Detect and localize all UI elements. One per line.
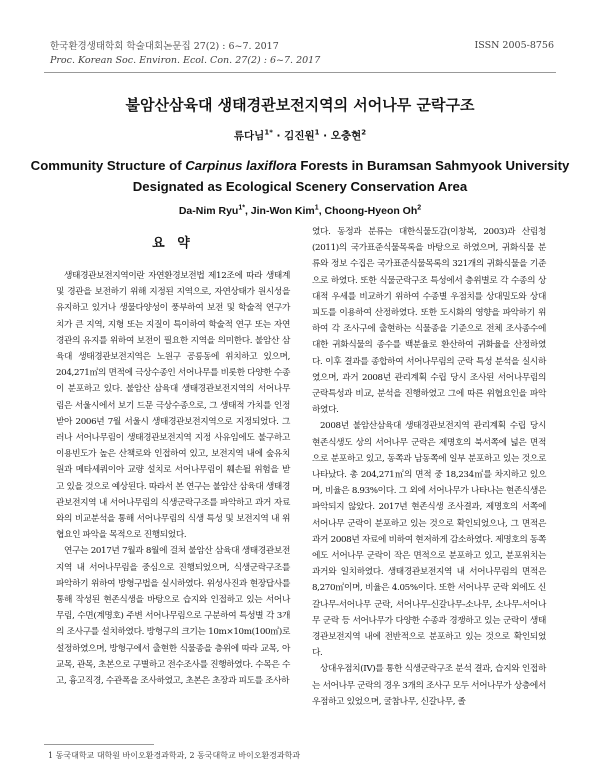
abstract-heading: 요 약 <box>152 236 194 251</box>
affiliation-footnote: 1 동국대학교 대학원 바이오환경과학과, 2 동국대학교 바이오환경과학과 <box>48 751 301 760</box>
author-separator: · <box>276 130 281 142</box>
paragraph: 생태경관보전지역이란 자연환경보전법 제12조에 따라 생태계 및 경관을 보전하기 위해 지정된 지역으로, 자연상태가 원시성을 유지하고 있거나 생물다양성이 풍부하여 보전 및 학술적 연구가치가 큰 지역, 지형 또는 지질이 특이하여 학술적 연구 또는 자연경관의 유지를 위하여 보전이 필요한 지역을 의미한다. 불암산 삼육대 생태경관보전지역은 노원구 공릉동에 위치하고 있으며, 204,271㎡의 면적에 극상수종인 서어나무를 비롯한 다양한 수종이 분포하고 있다. 불암산 삼육대 생태경관보전지역의 서어나무림은 서울시에서 보기 드문 극상수종으로, 그 생태적 가치를 인정받아 2006년 7월 서울시 생태경관보전지역으로 지정되었다. 그러나 서어나무림이 생태경관보전지역 지정 사유임에도 불구하고 이용빈도가 높은 산책로와 인접하여 있고, 보전지역 내에 숲유치원과 메타세쿼이아 교량 설치로 서어나무림이 훼손될 위험을 받고 있을 것으로 예상된다. 따라서 본 연구는 불암산 삼육대 생태경관보전지역 내 서어나무림의 식생군락구조를 파악하고 과거 자료와의 비교분석을 통해 서어나무림의 식생 특성 및 보전지역 내 위협요인 파악을 목적으로 진행되었다. <box>56 271 290 541</box>
title-english <box>0 155 600 197</box>
author-en-2: Jin-Won Kim <box>250 205 315 217</box>
title-korean: 불암산삼육대 생태경관보전지역의 서어나무 군락구조 <box>125 96 475 114</box>
left-column <box>56 268 290 689</box>
author-kr-2-affil: 1 <box>314 128 320 137</box>
author-en-1: Da-Nim Ryu <box>178 205 239 217</box>
journal-citation-en: Proc. Korean Soc. Environ. Ecol. Con. 27(2) : 6~7. 2017 <box>50 55 321 66</box>
title-en-line2: Designated as Ecological Scenery Conservation Area <box>132 179 468 194</box>
author-en-2-affil: 1 <box>314 204 319 212</box>
right-column <box>312 224 546 710</box>
author-en-1-affil: 1* <box>238 204 245 212</box>
author-kr-1: 류다님 <box>233 130 265 142</box>
header-divider <box>44 72 556 73</box>
authors-english: Da-Nim Ryu$^{1*}$, Jin-Won Kim$^1$, Choong-Hyeon Oh$^2$ <box>178 204 422 217</box>
paragraph: 2008년 불암산삼육대 생태경관보전지역 관리계획 수립 당시 현존식생도 상의 서어나무 군락은 제명호의 북서쪽에 넓은 면적으로 분포하고 있고, 동쪽과 남동쪽에 일부 분포하고 있는 것으로 나타났다. 총 204,271㎡의 면적 중 18,234㎡를 차지하고 있으며, 비율은 8.93%이다. 그 외에 서어나무가 나타나는 현존식생은 파악되지 않았다. 2017년 현존식생 조사결과, 제명호의 서쪽에 서어나무 군락이 분포하고 있는 것으로 확인되었으나, 그 면적은 과거 2008년 자료에 비하여 현저하게 감소하였다. 제명호의 동쪽에도 서어나무 군락이 작은 면적으로 분포하고 있고, 분포위치는 과거와 일치하였다. 생태경관보전지역 내 서어나무림의 면적은 8,270㎡이며, 비율은 4.05%이다. 또한 서어나무 군락 외에도 신갈나무-서어나무 군락, 서어나무-신갈나무-소나무, 소나무-서어나무 군락 등 서어나무가 다양한 수종과 경쟁하고 있는 군락이 생태경관보전지역 내에 전반적으로 분포하고 있는 것으로 확인되었다. <box>312 421 546 659</box>
author-kr-3-affil: 2 <box>361 128 367 137</box>
author-en-3: Choong-Hyeon Oh <box>324 205 418 217</box>
footnote-divider <box>44 744 154 745</box>
authors-korean <box>0 128 600 143</box>
journal-header <box>50 40 320 68</box>
title-en-line1 <box>0 155 600 176</box>
author-kr-1-affil: 1* <box>264 128 273 137</box>
paragraph: 였다. 동정과 분류는 대한식물도감(이창복, 2003)과 산림청(2011)의 국가표준식물목록을 바탕으로 하였으며, 귀화식물 분류와 정보 수집은 국가표준식물목록의 321개의 귀화식물을 기준으로 하였다. 또한 식물군락구조 특성에서 층위별로 각 수종의 상대적 우세를 비교하기 위하여 수종별 우점치를 상대밀도와 상대피도를 이용하여 산정하였다. 또한 도시화의 영향을 파악하기 위하여 각 조사구에 출현하는 식물종을 기준으로 전체 조사종수에 대한 귀화식물의 종수를 백분율로 환산하여 귀화율을 산정하였다. 이후 결과를 종합하여 서어나무림의 군락 특성 분석을 실시하였으며, 과거 2008년 관리계획 수립 당시 조사된 서어나무림의 군락특성과 비교, 분석을 진행하였고 그에 따른 위협요인을 파악하였다. <box>312 227 546 416</box>
author-en-3-affil: 2 <box>417 204 422 212</box>
issn: ISSN 2005-8756 <box>474 40 554 51</box>
author-separator: · <box>323 130 328 142</box>
paragraph: 상대우점치(IV)를 통한 식생군락구조 분석 결과, 습지와 인접하는 서어나무 군락의 경우 3개의 조사구 모두 서어나무가 상층에서 우점하고 있었으며, 굴참나무, 신갈나무, 졸 <box>312 664 546 707</box>
author-kr-3: 오충현 <box>330 130 362 142</box>
author-kr-2: 김진원 <box>284 130 315 142</box>
title-en-part: Forests in Buramsan Sahmyook University <box>296 158 570 173</box>
species-name: Carpinus laxiflora <box>185 158 297 173</box>
paragraph: 연구는 2017년 7월과 8월에 걸쳐 불암산 삼육대 생태경관보전지역 내 서어나무림을 중심으로 진행되었으며, 식생군락구조를 파악하기 위하여 방형구법을 실시하였다. 위성사진과 현장답사를 통해 작성된 현존식생을 바탕으로 습지와 인접하고 있는 서어나무림, 수면(계명호) 주변 서어나무림으로 구분하여 특성별 각 3개의 조사구를 설치하였다. 방형구의 크기는 10m×10m(100㎡)로 설정하였으며, 방형구에서 출현한 식물종을 층위에 따라 교목, 아교목, 관목, 초본으로 구별하고 전수조사를 진행하였다. 수목은 수고, 흉고직경, 수관폭을 조사하였고, 초본은 초장과 피도를 조사하 <box>56 546 290 687</box>
journal-citation-kr: 한국환경생태학회 학술대회논문집 27(2) : 6~7. 2017 <box>50 41 279 52</box>
title-en-part: Community Structure of <box>30 158 186 173</box>
